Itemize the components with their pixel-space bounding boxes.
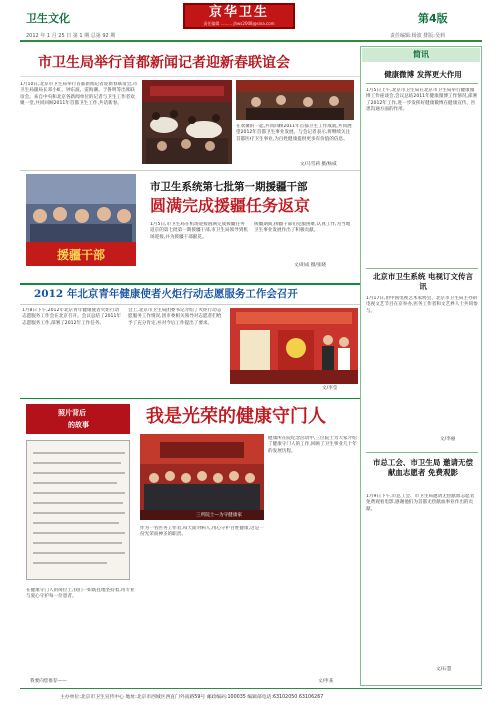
story2-headline: 圆满完成援疆任务返京 [150, 196, 311, 215]
sidebar-item3-text: 1月9日下午,市总工会、市卫生局邀请无偿献血志愿者免费观看电影,感谢他们为首都无偿献血事业作出的贡献。 [366, 494, 475, 512]
story1-lead: 1月10日,北京市卫生局举行首都新闻记者迎新春联谊会,市卫生局副局长邓小虹、钟东波、雷海潮、于鲁明等出席联谊会。来自中央和北京各新闻单位的记者与卫生工作者欢聚一堂,共同回顾2011年首都卫生工作,共话新春。 [20, 82, 138, 107]
story2-text-1: 1月5日,市卫生局在机场迎接圆满完成援疆任务返京的第七批第一期援疆干部,市卫生局领导到机场迎接,并为援疆干部献花。 [150, 222, 248, 240]
footer-rule [20, 688, 482, 689]
feature-scan [26, 440, 130, 580]
story3-byline: 文/李莹 [322, 386, 338, 391]
story1-side-text: 在欢聚的一起,共同回顾2011年首都卫生工作成就,共同展望2012年首都卫生事业发展。与会记者表示,将继续关注首都医疗卫生事业,为百姓健康提供更多有价值的信息。 [236, 124, 352, 142]
story3-rule [20, 283, 360, 285]
feature-byline-2: 文/申某 [318, 679, 334, 684]
sidebar-item2-byline: 文/李丽 [440, 437, 456, 442]
story1-photo [142, 80, 232, 164]
feature-text-3: 在健康守门人的岗位上,我们一如既往地坚持着,用专业与爱心守护每一位患者。 [26, 588, 135, 600]
editor-line: 责任编辑:杨波 排版:吴莉 [390, 33, 445, 39]
story3-text-1: 1月8日下午,2012年北京青年健康使者火炬行动志愿服务工作会在北京召开。会议总结了2011年志愿服务工作,部署了2012年工作任务。 [22, 308, 121, 326]
feature-tag-line-2: 的故事 [68, 420, 89, 429]
masthead-title: 京华卫生 [208, 5, 269, 20]
story1-byline: 文/马雪莉 摄/杨威 [300, 162, 337, 167]
story1-headline: 市卫生局举行首都新闻记者迎新春联谊会 [38, 55, 290, 71]
feature-rule [20, 398, 360, 399]
footer-info: 主办单位:北京市卫生宣传中心 地址:北京市西城区西直门外南路59号 邮政编码:100035 编辑部电话:63102050 63106267 [60, 695, 324, 700]
story2-text-2: 援疆期间,援疆干部们克服困难,认真工作,为当地卫生事业发展作出了积极贡献。 [254, 222, 351, 234]
story3-photo [230, 308, 358, 384]
feature-text-1: 健康所在院纪念活动中,三位院士为大家介绍了健康守门人的工作,回顾了卫生事业几十年的发展历程。 [268, 436, 357, 454]
feature-text-2: 作为一名医务工作者,每天面对病人,用心守护百姓健康,这是一份光荣而神圣的职责。 [140, 526, 264, 538]
divider [366, 83, 478, 84]
banquet-photo [142, 80, 232, 164]
story3-headline: 2012 年北京青年健康使者火炬行动志愿服务工作会召开 [34, 288, 298, 300]
story2-byline: 文/胡成 摄/张晓 [294, 263, 327, 268]
airport-welcome-photo [26, 174, 136, 266]
masthead-subtitle: 责任编辑 ......... jhws2008@sina.com [203, 21, 275, 26]
masthead-logo [183, 3, 295, 29]
feature-headline: 我是光荣的健康守门人 [146, 406, 326, 427]
feature-photo-caption: 三所院士—为守健康家 [196, 513, 242, 518]
sidebar-item3-title: 市总工会、市卫生局 邀请无偿献血志愿者 免费观影 [372, 458, 474, 477]
divider [20, 304, 360, 305]
svg-text:援疆干部: 援疆干部 [56, 248, 106, 262]
volunteer-meeting-photo [230, 308, 358, 384]
section-name: 卫生文化 [26, 12, 70, 25]
group-photo [140, 434, 264, 520]
sidebar-title: 简讯 [362, 48, 480, 62]
dateline: 2012 年 1 月 25 日 第 1 期 总第 92 期 [26, 33, 116, 39]
story2-kicker: 市卫生系统第七批第一期援疆干部 [150, 181, 308, 193]
sidebar-item2-title: 北京市卫生系统 电视订文传言讯 [372, 272, 474, 291]
handwritten-letter-image [27, 441, 130, 580]
page-number: 第4版 [418, 12, 448, 25]
divider [366, 452, 478, 453]
story2-photo [26, 174, 136, 266]
divider [20, 76, 360, 77]
story1-photo-2 [236, 80, 354, 120]
header-rule [20, 40, 482, 42]
sidebar-item1-title: 健康微博 发挥更大作用 [384, 70, 462, 79]
feature-photo [140, 434, 264, 520]
divider [20, 170, 360, 171]
reception-photo [236, 80, 354, 120]
feature-tag-line-1: 照片背后 [58, 408, 86, 417]
sidebar-item3-byline: 文/石慧 [436, 667, 452, 672]
story3-text-2: 会上,北京市卫生局团委书记介绍了火炬行动志愿服务工作情况,团市委相关领导对志愿者们给予了充分肯定,并对今后工作提出了要求。 [128, 308, 222, 326]
sidebar-item2-text: 1月17日,由中国电视艺术家协会、北京市卫生局主办的电视文艺节目在京举办,医务工作者和文艺界人士共同参与。 [366, 296, 478, 314]
sidebar-item1-text: 1月5日上午,北京市卫生局在北京市卫生局举行健康微博工作座谈会,会议总结2011年健康微博工作情况,部署了2012年工作,进一步发挥好健康微博在健康宣传、医患沟通方面的作用。 [366, 88, 478, 113]
divider [366, 268, 478, 269]
feature-byline-1: 我要向您推荐—— [30, 679, 67, 684]
